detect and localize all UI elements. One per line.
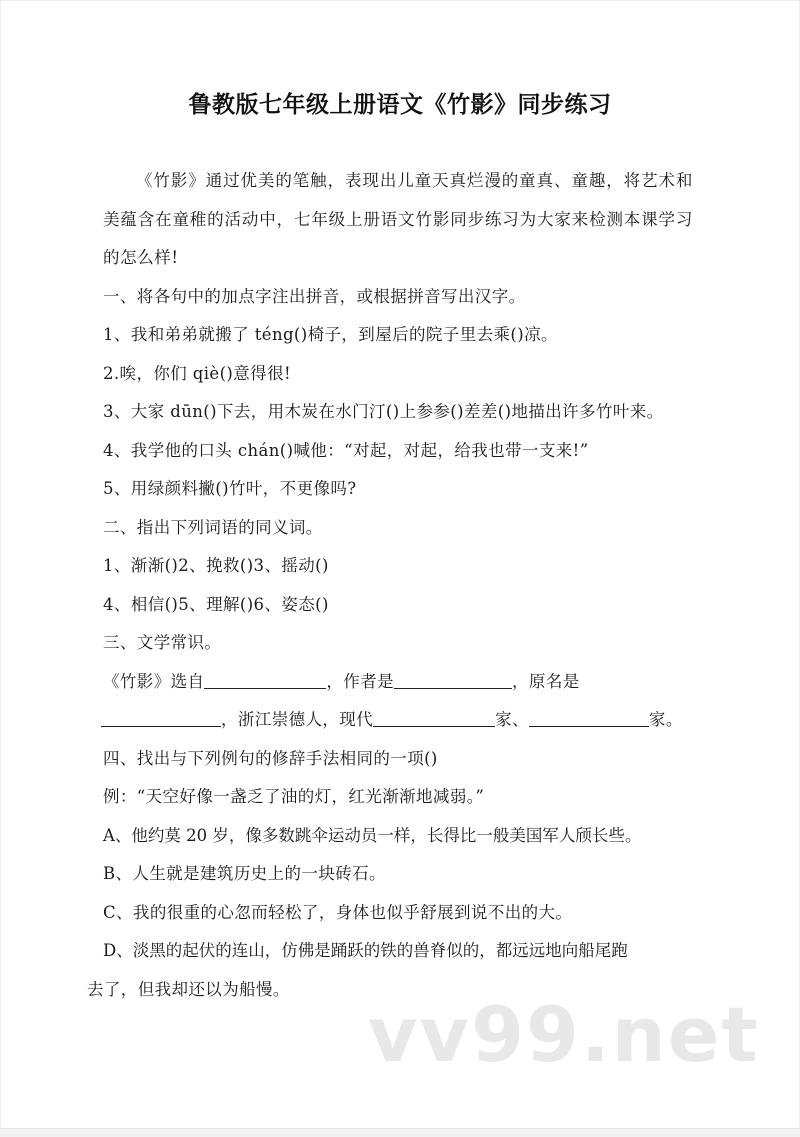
option-d-line-2: 去了，但我却还以为船慢。 [87, 979, 290, 999]
literature-text: ，作者是 [326, 671, 395, 691]
list-item: 3、大家 dūn()下去，用木炭在水门汀()上参参()差差()地描出许多竹叶来。 [103, 402, 664, 421]
section-heading-1: 一、将各句中的加点字注出拼音，或根据拼音写出汉字。 [103, 286, 526, 306]
section-heading-4: 四、找出与下列例句的修辞手法相同的一项() [103, 748, 438, 768]
list-item: 1、我和弟弟就搬了 téng()椅子，到屋后的院子里去乘()凉。 [103, 325, 558, 344]
literature-line-1 [103, 663, 693, 702]
option-d-line-1: D、淡黑的起伏的连山，仿佛是踊跃的铁的兽脊似的，都远远地向船尾跑 [103, 941, 628, 960]
literature-text: 《竹影》选自 [103, 671, 205, 691]
fill-blank-profession-1[interactable] [373, 706, 495, 727]
option-c: C、我的很重的心忽而轻松了，身体也似乎舒展到说不出的大。 [103, 902, 573, 922]
fill-blank-author[interactable] [394, 668, 512, 689]
literature-line-2 [101, 701, 693, 740]
fill-blank-source[interactable] [204, 668, 326, 689]
document-body [87, 162, 693, 1009]
fill-blank-original-name[interactable] [101, 706, 221, 727]
literature-text: ，原名是 [512, 671, 580, 691]
page-bottom-edge [0, 1128, 800, 1137]
example-sentence: 例：“天空好像一盏乏了油的灯，红光渐渐地减弱。” [103, 787, 485, 806]
watermark: vv99.net [368, 990, 760, 1079]
option-a: A、他约莫 20 岁，像多数跳伞运动员一样，长得比一般美国军人颀长些。 [103, 825, 642, 845]
list-item: 1、渐渐()2、挽救()3、摇动() [103, 556, 329, 575]
section-heading-3: 三、文学常识。 [103, 633, 222, 652]
section-heading-2: 二、指出下列词语的同义词。 [103, 517, 323, 537]
fill-blank-profession-2[interactable] [529, 706, 649, 727]
literature-text: 家。 [648, 710, 683, 729]
list-item: 4、相信()5、理解()6、姿态() [103, 594, 329, 614]
literature-text: 家、 [495, 710, 529, 729]
literature-text: ，浙江崇德人，现代 [221, 710, 374, 729]
list-item: 4、我学他的口头 chán()喊他：“对起，对起，给我也带一支来!” [103, 440, 589, 460]
page-title: 鲁教版七年级上册语文《竹影》同步练习 [188, 92, 612, 118]
option-b: B、人生就是建筑历史上的一块砖石。 [103, 864, 386, 883]
list-item: 2.唉，你们 qiè()意得很! [103, 363, 291, 383]
intro-paragraph: 《竹影》通过优美的笔触，表现出儿童天真烂漫的童真、童趣，将艺术和美蕴含在童稚的活动中，七年级上册语文竹影同步练习为大家来检测本课学习的怎么样! [103, 171, 693, 267]
list-item: 5、用绿颜料撇()竹叶，不更像吗? [103, 479, 357, 498]
